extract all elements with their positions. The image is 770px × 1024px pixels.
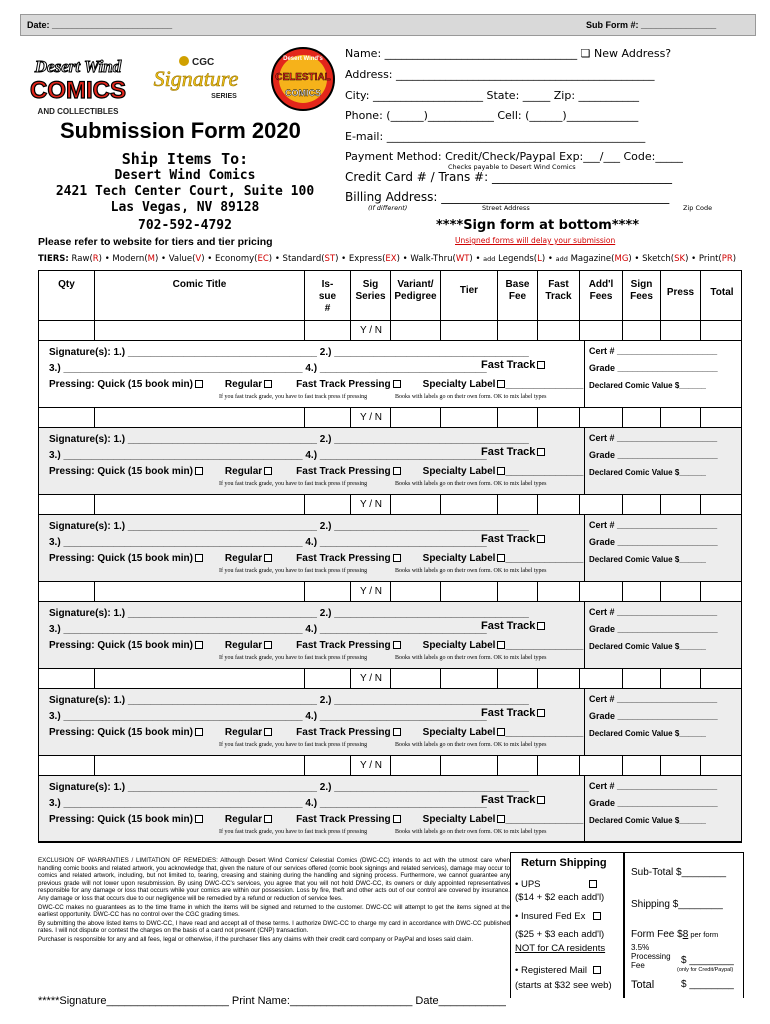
signature-names-field[interactable]: Signature(s): 1.) __________________________________ 2.) ___________________________________: [49, 521, 529, 532]
sig-series-yn[interactable]: Y / N: [359, 412, 383, 423]
tier-item: Raw(R): [71, 254, 102, 264]
signature-names-field[interactable]: Signature(s): 1.) __________________________________ 2.) ___________________________________: [49, 782, 529, 793]
label-note: Books with labels go on their own form. OK to mix label types: [395, 829, 547, 835]
total-label: Total: [631, 979, 655, 991]
pressing-options: Pressing: Quick (15 book min) Regular Fast Track Pressing Specialty Label ______________: [49, 814, 584, 825]
logo-cgc-text: CGC: [192, 57, 215, 68]
fast-track-note: If you fast track grade, you have to fast track press if pressing: [219, 481, 368, 487]
fast-track-note: If you fast track grade, you have to fast track press if pressing: [219, 568, 368, 574]
sig-series-yn[interactable]: Y / N: [359, 760, 383, 771]
signature-names-field[interactable]: Signature(s): 1.) __________________________________ 2.) ___________________________________: [49, 434, 529, 445]
fast-track-note: If you fast track grade, you have to fast track press if pressing: [219, 742, 368, 748]
zip-code-note: Zip Code: [683, 204, 713, 212]
fast-track-checkbox[interactable]: [537, 622, 545, 630]
logo-celestial-text: CELESTIAL: [275, 72, 331, 83]
legal-paragraph: By submitting the above listed items to DWC-CC, I have read and accept all of these terms. I authorize DWC-CC to charge my card in accordance with DWC-CC published rates. I will not dispute or contest the charges on the basis of a card not present (CNP) transaction.: [38, 919, 510, 935]
signature-names-field-2[interactable]: 3.) ___________________________________________ 4.) ______________________________: [49, 537, 487, 548]
return-shipping-box: [510, 852, 624, 998]
shipping-total-field[interactable]: Shipping $________: [631, 899, 723, 910]
refer-note: Please refer to website for tiers and tier pricing: [38, 236, 273, 248]
label-note: Books with labels go on their own form. OK to mix label types: [395, 655, 547, 661]
tiers-label: TIERS:: [38, 254, 69, 264]
signature-names-field-2[interactable]: 3.) ___________________________________________ 4.) ______________________________: [49, 363, 487, 374]
credit-only-note: (only for Credit/Paypal): [677, 967, 734, 973]
grade-field[interactable]: Grade ____________________: [589, 363, 718, 373]
date-field[interactable]: Date: ________________________: [27, 20, 173, 30]
unsigned-warning: Unsigned forms will delay your submission: [455, 236, 616, 245]
declared-value-field[interactable]: Declared Comic Value $______: [589, 468, 706, 477]
registered-mail-option[interactable]: • Registered Mail: [515, 965, 601, 976]
name-field[interactable]: Name: ___________________________________ ❏ New Address?: [345, 47, 672, 60]
signature-block: [39, 341, 741, 408]
tier-item: Walk-Thru(WT): [410, 254, 473, 264]
regular-press-checkbox[interactable]: [264, 641, 272, 649]
if-different-note: (If different): [368, 204, 408, 212]
grade-field[interactable]: Grade ____________________: [589, 450, 718, 460]
signature-names-field-2[interactable]: 3.) ___________________________________________ 4.) ______________________________: [49, 798, 487, 809]
signature-block: [39, 776, 741, 842]
legal-paragraph: EXCLUSION OF WARRANTIES / LIMITATION OF REMEDIES: Although Desert Wind Comics/ Celestial Comics (DWC-CC) intends to act with the utmost care when handling comic books and related artwork, you acknowledge that, given the nature of our services offered (comic book signings and related services), damage may occur to comics and related artwork, including, but not limited to, tearing, creasing and staining during the handling and signing process. Furthermore, we cannot guarantee any previous grade will not lower upon resubmission. By using DWC-CC's services, you agree that you will not hold DWC-CC, its owners or duly appointed representatives responsible for any damage or loss that occurs while your comics are within our possession. Loss by fire, theft and other acts out of our control are covered by insurance. Any damage or loss that occurs due to our negligence will be remedied by a refund or reduction of service fees.: [38, 857, 510, 902]
return-shipping-title: Return Shipping: [521, 857, 607, 869]
sig-series-yn[interactable]: Y / N: [359, 325, 383, 336]
insured-fedex-checkbox[interactable]: [593, 912, 601, 920]
tier-item: add Magazine(MG): [555, 254, 632, 264]
fast-track-press-checkbox[interactable]: [393, 467, 401, 475]
header-fast-track: Fast Track: [538, 271, 580, 321]
signature-names-field[interactable]: Signature(s): 1.) __________________________________ 2.) ___________________________________: [49, 695, 529, 706]
fast-track-note: If you fast track grade, you have to fast track press if pressing: [219, 655, 368, 661]
processing-fee-field[interactable]: $ ________: [681, 955, 734, 966]
pressing-options: Pressing: Quick (15 book min) Regular Fast Track Pressing Specialty Label ______________: [49, 466, 584, 477]
address-field[interactable]: Address: _______________________________________________: [345, 68, 655, 81]
header-qty: Qty: [39, 271, 95, 321]
registered-mail-price: (starts at $32 see web): [515, 980, 612, 991]
ship-to-city: Las Vegas, NV 89128: [110, 200, 260, 215]
not-ca-note: NOT for CA residents: [515, 943, 606, 954]
fast-track-checkbox[interactable]: [537, 535, 545, 543]
pressing-options: Pressing: Quick (15 book min) Regular Fast Track Pressing Specialty Label ______________: [49, 379, 584, 390]
processing-percent: 3.5%: [631, 943, 650, 952]
comics-table: [38, 270, 742, 843]
ship-to-name: Desert Wind Comics: [114, 168, 256, 183]
table-row[interactable]: [39, 756, 741, 776]
payment-method-field[interactable]: Payment Method: Credit/Check/Paypal Exp:___/___ Code:_____: [345, 150, 683, 163]
grade-field[interactable]: Grade ____________________: [589, 624, 718, 634]
header-sig-series: Sig Series: [351, 271, 391, 321]
checks-payable-note: Checks payable to Desert Wind Comics: [448, 163, 576, 171]
regular-press-checkbox[interactable]: [264, 380, 272, 388]
ups-option[interactable]: • UPS: [515, 879, 597, 890]
tier-item: add Legends(L): [483, 254, 546, 264]
registered-mail-checkbox[interactable]: [593, 966, 601, 974]
signature-block: [39, 428, 741, 495]
fast-track-press-checkbox[interactable]: [393, 641, 401, 649]
cert-number-field[interactable]: Cert # ____________________: [589, 607, 718, 617]
quick-press-checkbox[interactable]: [195, 815, 203, 823]
cert-number-field[interactable]: Cert # ____________________: [589, 346, 718, 356]
sig-series-yn[interactable]: Y / N: [359, 499, 383, 510]
signature-block: [39, 515, 741, 582]
quick-press-checkbox[interactable]: [195, 380, 203, 388]
fast-track-option[interactable]: Fast Track: [481, 620, 545, 632]
logo-celestial-top-text: Desert Wind's: [283, 56, 323, 62]
fast-track-checkbox[interactable]: [537, 361, 545, 369]
page-title: Submission Form 2020: [60, 118, 301, 143]
ship-to-phone: 702-592-4792: [138, 218, 232, 233]
fast-track-checkbox[interactable]: [537, 448, 545, 456]
signature-names-field-2[interactable]: 3.) ___________________________________________ 4.) ______________________________: [49, 450, 487, 461]
city-state-zip-field[interactable]: City: ____________________ State: _____ Zip: ___________: [345, 89, 640, 102]
total-field[interactable]: $ ________: [681, 979, 734, 990]
fast-track-press-checkbox[interactable]: [393, 380, 401, 388]
insured-fedex-price: ($25 + $3 each add'l): [515, 929, 605, 940]
totals-box: [624, 852, 744, 998]
legal-terms: [38, 857, 510, 945]
pressing-options: Pressing: Quick (15 book min) Regular Fast Track Pressing Specialty Label ______________: [49, 640, 584, 651]
fast-track-press-checkbox[interactable]: [393, 728, 401, 736]
table-row[interactable]: [39, 669, 741, 689]
fast-track-option[interactable]: Fast Track: [481, 533, 545, 545]
grade-field[interactable]: Grade ____________________: [589, 711, 718, 721]
declared-value-field[interactable]: Declared Comic Value $______: [589, 555, 706, 564]
quick-press-checkbox[interactable]: [195, 554, 203, 562]
signature-block: [39, 602, 741, 669]
fast-track-press-checkbox[interactable]: [393, 815, 401, 823]
signature-line[interactable]: *****Signature____________________ Print Name:____________________ Date___________: [38, 995, 506, 1007]
tier-item: Express(EX): [348, 254, 400, 264]
declared-value-field[interactable]: Declared Comic Value $______: [589, 816, 706, 825]
quick-press-checkbox[interactable]: [195, 467, 203, 475]
tier-item: Print(PR): [698, 254, 737, 264]
cert-number-field[interactable]: Cert # ____________________: [589, 781, 718, 791]
grade-field[interactable]: Grade ____________________: [589, 537, 718, 547]
table-row[interactable]: [39, 408, 741, 428]
credit-card-field[interactable]: Credit Card # / Trans #: ______________________________: [345, 170, 672, 184]
header-bar: [20, 14, 756, 36]
tiers-legend: TIERS: Raw(R) • Modern(M) • Value(V) • Economy(EC) • Standard(ST) • Express(EX) • Walk-Thru(WT) • add Legends(L) • add Magazine(MG) • Sketch(SK) • Print(PR): [38, 254, 737, 264]
quick-press-checkbox[interactable]: [195, 641, 203, 649]
ups-price: ($14 + $2 each add'l): [515, 892, 605, 903]
label-note: Books with labels go on their own form. OK to mix label types: [395, 481, 547, 487]
fast-track-option[interactable]: Fast Track: [481, 359, 545, 371]
logo-collectibles-text: AND COLLECTIBLES: [37, 107, 119, 116]
fast-track-press-checkbox[interactable]: [393, 554, 401, 562]
sig-series-yn[interactable]: Y / N: [359, 586, 383, 597]
cgc-signature-series-logo: [132, 52, 260, 102]
cert-number-field[interactable]: Cert # ____________________: [589, 433, 718, 443]
regular-press-checkbox[interactable]: [264, 467, 272, 475]
email-field[interactable]: E-mail: _______________________________________________: [345, 130, 646, 143]
fast-track-checkbox[interactable]: [537, 709, 545, 717]
logo-comics-text: COMICS: [30, 77, 126, 104]
form-fee-value: 8: [682, 929, 689, 940]
form-fee-field: Form Fee $8 per form: [631, 929, 719, 940]
header-tier: Tier: [441, 271, 498, 321]
label-note: Books with labels go on their own form. OK to mix label types: [395, 742, 547, 748]
cert-number-field[interactable]: Cert # ____________________: [589, 520, 718, 530]
table-row[interactable]: [39, 582, 741, 602]
logo-desert-wind-text: Desert Wind: [34, 57, 122, 76]
fee-label: Fee: [631, 961, 645, 970]
declared-value-field[interactable]: Declared Comic Value $______: [589, 642, 706, 651]
table-row[interactable]: [39, 321, 741, 341]
table-row[interactable]: [39, 495, 741, 515]
cert-number-field[interactable]: Cert # ____________________: [589, 694, 718, 704]
logo-signature-text: Signature: [153, 66, 239, 91]
tier-item: Standard(ST): [282, 254, 339, 264]
signature-names-field[interactable]: Signature(s): 1.) __________________________________ 2.) ___________________________________: [49, 347, 529, 358]
billing-address-field[interactable]: Billing Address: ______________________________________: [345, 190, 670, 204]
tier-item: Economy(EC): [215, 254, 273, 264]
tier-item: Value(V): [168, 254, 205, 264]
insured-fedex-option[interactable]: • Insured Fed Ex: [515, 911, 601, 922]
quick-press-checkbox[interactable]: [195, 728, 203, 736]
header-issue: Is- sue #: [305, 271, 351, 321]
declared-value-field[interactable]: Declared Comic Value $______: [589, 381, 706, 390]
declared-value-field[interactable]: Declared Comic Value $______: [589, 729, 706, 738]
header-total: Total: [710, 287, 734, 298]
fast-track-note: If you fast track grade, you have to fast track press if pressing: [219, 829, 368, 835]
legal-paragraph: DWC-CC makes no guarantees as to the time frame in which the items will be signed and returned to the customer. DWC-CC will attempt to get the items signed at the earliest opportunity. DWC-CC has no control over the CGC grading times.: [38, 903, 510, 919]
tier-item: Sketch(SK): [642, 254, 689, 264]
header-addl-fees: Add'l Fees: [580, 271, 623, 321]
fast-track-option[interactable]: Fast Track: [481, 446, 545, 458]
processing-label: Processing: [631, 952, 671, 961]
ship-to-heading: Ship Items To:: [121, 150, 249, 168]
label-note: Books with labels go on their own form. OK to mix label types: [395, 568, 547, 574]
regular-press-checkbox[interactable]: [264, 815, 272, 823]
regular-press-checkbox[interactable]: [264, 554, 272, 562]
header-comic-title: Comic Title: [95, 271, 305, 321]
header-base-fee: Base Fee: [498, 271, 538, 321]
header-press: Press: [661, 271, 701, 321]
street-address-note: Street Address: [482, 204, 530, 212]
sign-form-notice: ****Sign form at bottom****: [436, 218, 640, 233]
logo-celestial-comics-text: COMICS: [285, 88, 321, 98]
desert-wind-comics-logo: [30, 52, 126, 118]
legal-paragraph: Purchaser is responsible for any and all fees, legal or otherwise, if the purchaser files any claims with their credit card company or PayPal and loses said claim.: [38, 935, 474, 943]
regular-press-checkbox[interactable]: [264, 728, 272, 736]
fast-track-option[interactable]: Fast Track: [481, 794, 545, 806]
fast-track-note: If you fast track grade, you have to fast track press if pressing: [219, 394, 368, 400]
phone-field[interactable]: Phone: (______)____________ Cell: (______)_____________: [345, 109, 639, 122]
new-address-checkbox[interactable]: ❏ New Address?: [580, 47, 672, 60]
sig-series-yn[interactable]: Y / N: [359, 673, 383, 684]
table-header: [39, 271, 741, 321]
signature-names-field[interactable]: Signature(s): 1.) __________________________________ 2.) ___________________________________: [49, 608, 529, 619]
fast-track-option[interactable]: Fast Track: [481, 707, 545, 719]
pressing-options: Pressing: Quick (15 book min) Regular Fast Track Pressing Specialty Label ______________: [49, 727, 584, 738]
celestial-comics-logo: [268, 46, 338, 112]
grade-field[interactable]: Grade ____________________: [589, 798, 718, 808]
label-note: Books with labels go on their own form. OK to mix label types: [395, 394, 547, 400]
header-sign-fees: Sign Fees: [623, 271, 661, 321]
tier-item: Modern(M): [112, 254, 159, 264]
subtotal-field[interactable]: Sub-Total $________: [631, 867, 727, 878]
ship-to-street: 2421 Tech Center Court, Suite 100: [55, 184, 315, 199]
logo-series-text: SERIES: [211, 93, 237, 100]
fast-track-checkbox[interactable]: [537, 796, 545, 804]
signature-names-field-2[interactable]: 3.) ___________________________________________ 4.) ______________________________: [49, 711, 487, 722]
signature-names-field-2[interactable]: 3.) ___________________________________________ 4.) ______________________________: [49, 624, 487, 635]
pressing-options: Pressing: Quick (15 book min) Regular Fast Track Pressing Specialty Label ______________: [49, 553, 584, 564]
ups-checkbox[interactable]: [589, 880, 597, 888]
subform-number-field[interactable]: Sub Form #: _______________: [586, 20, 717, 30]
header-variant-pedigree: Variant/ Pedigree: [391, 271, 441, 321]
signature-block: [39, 689, 741, 756]
